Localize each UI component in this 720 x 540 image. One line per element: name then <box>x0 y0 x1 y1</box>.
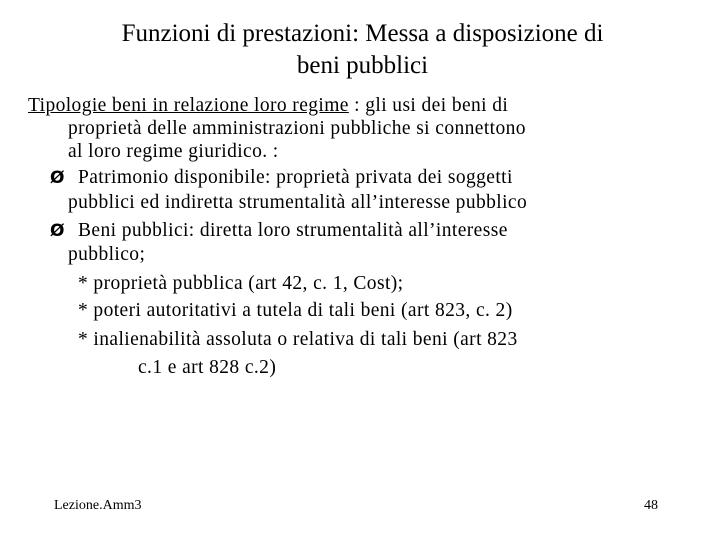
footer-label: Lezione.Amm3 <box>54 498 142 513</box>
bullet-2-line-2: pubblico; <box>68 244 146 265</box>
intro-text: : gli usi dei beni di <box>348 95 509 116</box>
slide-title <box>40 18 685 82</box>
bullet-1-line-1: Patrimonio disponibile: proprietà privata dei soggetti <box>78 167 513 188</box>
sub-item-3-line-1: * inalienabilità assoluta o relativa di tali beni (art 823 <box>78 329 518 350</box>
sub-item-2: * poteri autoritativi a tutela di tali beni (art 823, c. 2) <box>78 300 513 321</box>
arrow-bullet-icon: Ø <box>50 168 65 188</box>
bullet-2-line-1: Beni pubblici: diretta loro strumentalità all’interesse <box>78 220 508 241</box>
intro-line-3: al loro regime giuridico. : <box>68 141 279 162</box>
page-number: 48 <box>644 498 658 513</box>
sub-item-3-line-2: c.1 e art 828 c.2) <box>138 357 277 378</box>
intro-line-1 <box>28 95 508 117</box>
sub-item-1: * proprietà pubblica (art 42, c. 1, Cost); <box>78 273 404 294</box>
slide-title-line-1: Funzioni di prestazioni: Messa a disposizione di <box>121 20 604 47</box>
arrow-bullet-icon: Ø <box>50 221 65 241</box>
bullet-1-line-2: pubblici ed indiretta strumentalità all’interesse pubblico <box>68 192 528 213</box>
intro-line-2: proprietà delle amministrazioni pubbliche si connettono <box>68 118 526 139</box>
slide-title-line-2: beni pubblici <box>296 52 429 79</box>
intro-underlined-heading: Tipologie beni in relazione loro regime <box>28 95 349 116</box>
